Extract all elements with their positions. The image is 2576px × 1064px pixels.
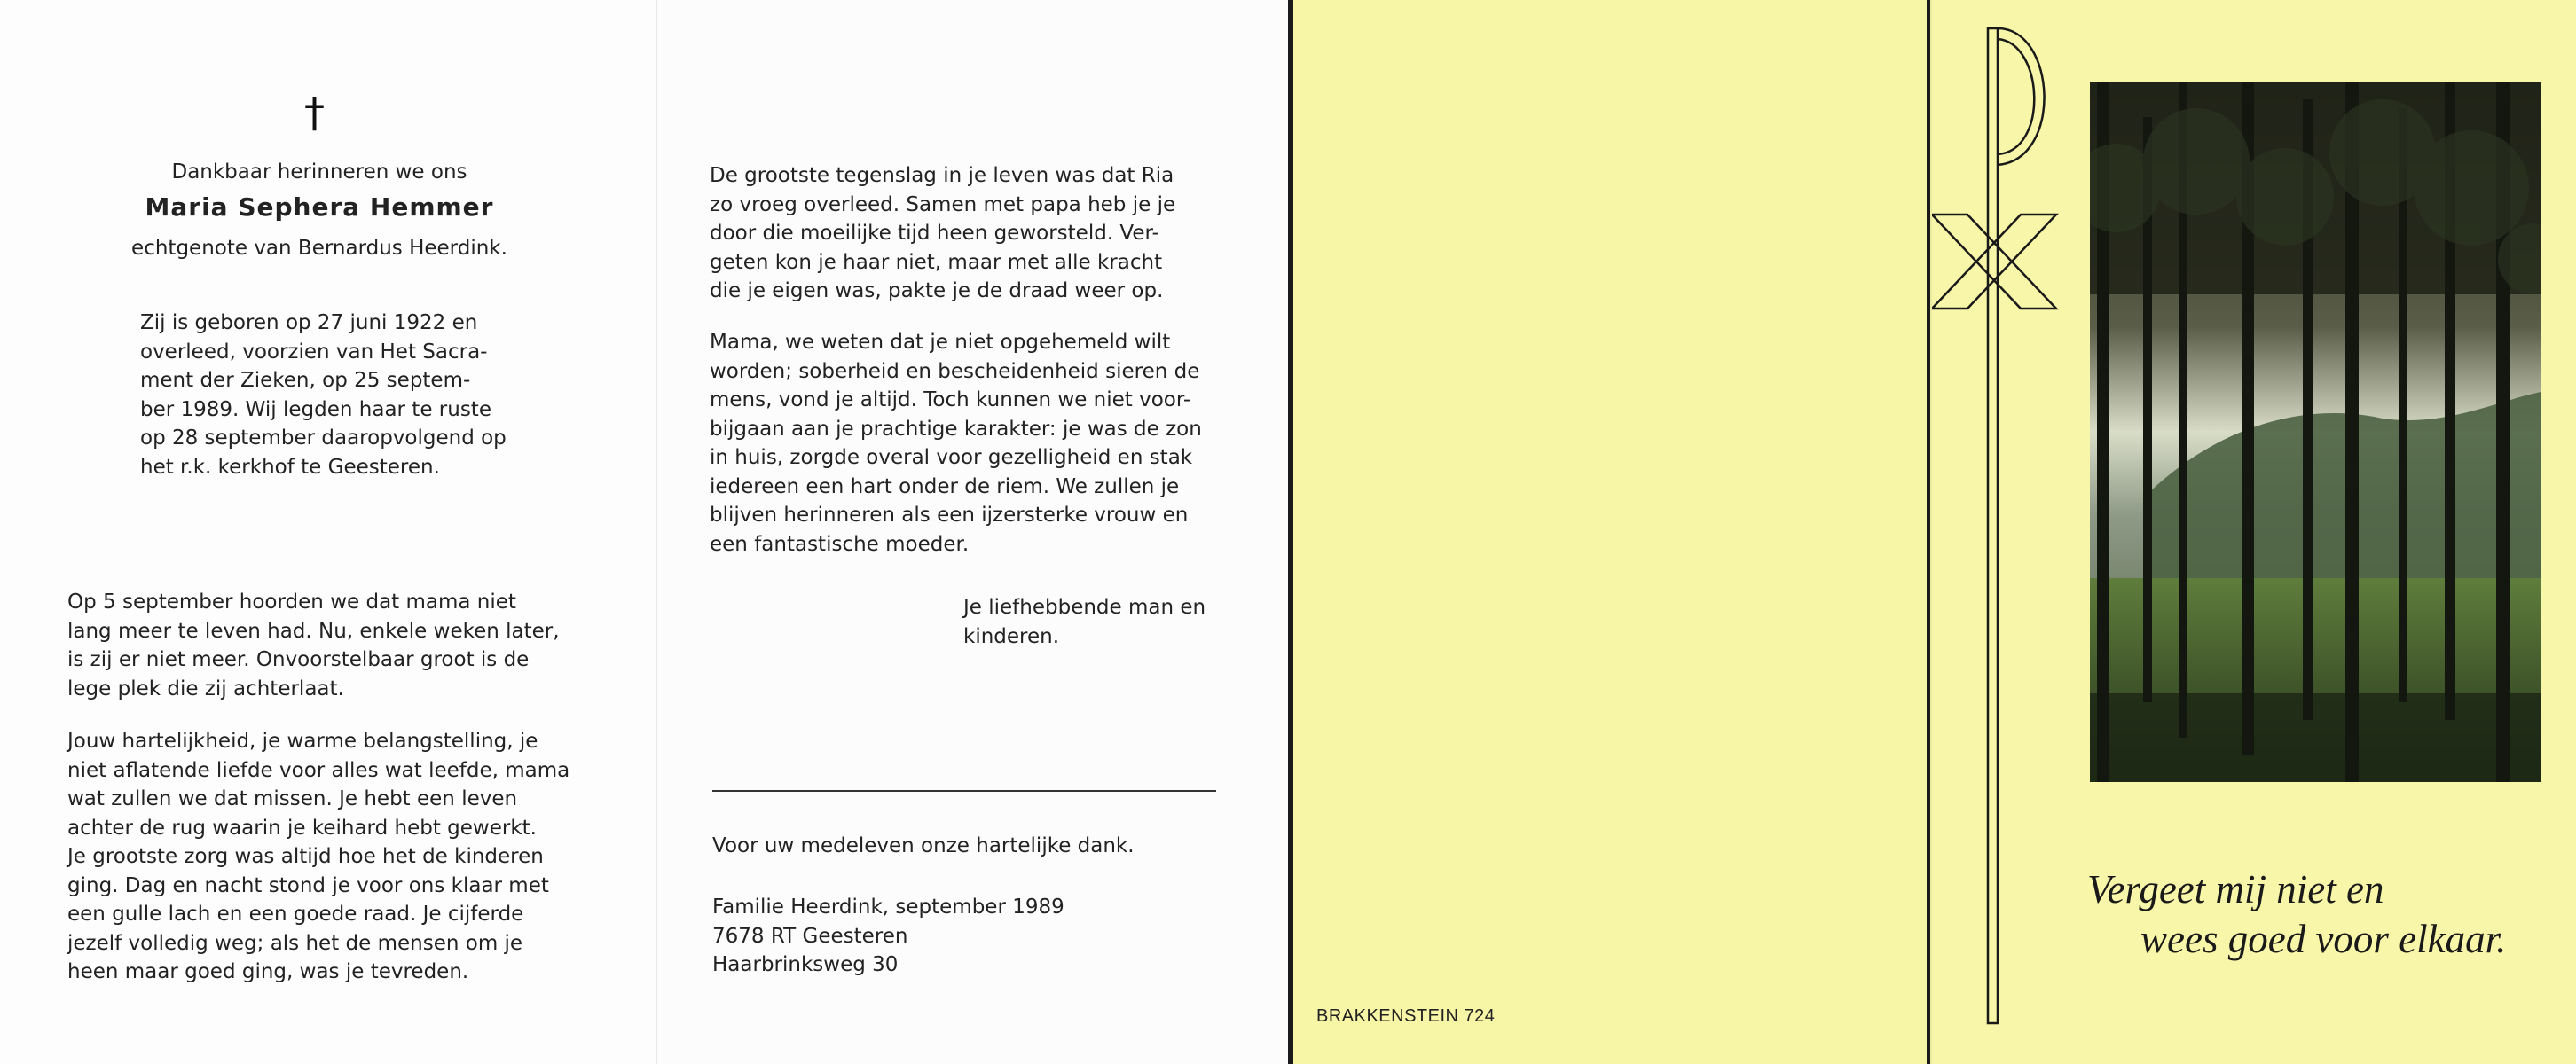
text-line: blijven herinneren als een ijzersterke vrouw en: [710, 504, 1189, 527]
text-line: Je grootste zorg was altijd hoe het de kinderen: [67, 845, 544, 868]
chi-rho-icon: [1932, 0, 2065, 1064]
bio-line: op 28 september daaropvolgend op: [140, 426, 507, 450]
paragraph-news: [67, 588, 560, 703]
text-line: niet aflatende liefde voor alles wat leefde, mama: [67, 758, 570, 782]
cross-icon: †: [304, 89, 325, 137]
inner-left-panel: [0, 0, 656, 1064]
forest-photo: [2090, 82, 2541, 782]
text-line: Mama, we weten dat je niet opgehemeld wilt: [710, 331, 1171, 354]
bio-line: overleed, voorzien van Het Sacra-: [140, 340, 488, 364]
paragraph-warmth: [67, 727, 569, 987]
text-line: bijgaan aan je prachtige karakter: je was de zon: [710, 417, 1202, 441]
text-line: 7678 RT Geesteren: [712, 924, 908, 948]
text-line: lege plek die zij achterlaat.: [67, 677, 344, 700]
paragraph-character: [710, 328, 1202, 559]
text-line: Familie Heerdink, september 1989: [712, 896, 1064, 919]
text-line: worden; soberheid en bescheidenheid sieren de: [710, 359, 1200, 383]
text-line: Op 5 september hoorden we dat mama niet: [67, 591, 516, 614]
text-line: iedereen een hart onder de riem. We zullen je: [710, 474, 1180, 498]
signature: [963, 593, 1206, 651]
text-line: geten kon je haar niet, maar met alle kracht: [710, 250, 1163, 274]
text-line: is zij er niet meer. Onvoorstelbaar groot is de: [67, 648, 530, 671]
text-line: in huis, zorgde overal voor gezelligheid en stak: [710, 446, 1193, 469]
text-line: zo vroeg overleed. Samen met papa heb je je: [710, 192, 1176, 216]
text-line: lang meer te leven had. Nu, enkele weken later,: [67, 619, 560, 643]
bio-line: ment der Zieken, op 25 septem-: [140, 369, 471, 392]
bio-line: Zij is geboren op 27 juni 1922 en: [140, 311, 478, 334]
deceased-name: Maria Sephera Hemmer: [145, 192, 494, 222]
text-line: Haarbrinksweg 30: [712, 953, 899, 976]
text-line: heen maar goed ging, was je tevreden.: [67, 960, 469, 983]
bio-line: ber 1989. Wij legden haar te ruste: [140, 397, 491, 421]
paragraph-ria: [710, 161, 1175, 306]
divider: [712, 790, 1216, 792]
text-line: die je eigen was, pakte je de draad weer op.: [710, 279, 1164, 302]
text-line: De grootste tegenslag in je leven was dat Ria: [710, 164, 1174, 187]
text-line: door die moeilijke tijd heen geworsteld. Ver-: [710, 222, 1159, 245]
text-line: een fantastische moeder.: [710, 532, 970, 556]
thanks-text: Voor uw medeleven onze hartelijke dank.: [712, 834, 1135, 857]
biography: [140, 309, 507, 481]
text-line: een gulle lach en een goede raad. Je cijferde: [67, 903, 524, 926]
spouse-text: echtgenote van Bernardus Heerdink.: [131, 237, 507, 260]
text-line: kinderen.: [963, 624, 1060, 648]
text-line: Jouw hartelijkheid, je warme belangstelling, je: [67, 730, 538, 753]
family-address: [712, 893, 1064, 980]
text-line: achter de rug waarin je keihard hebt gewerkt.: [67, 816, 537, 840]
text-line: Je liefhebbende man en: [963, 596, 1206, 619]
publisher-code: BRAKKENSTEIN 724: [1316, 1006, 1496, 1026]
text-line: jezelf volledig weg; als het de mensen om je: [67, 931, 523, 955]
text-line: ging. Dag en nacht stond je voor ons klaar met: [67, 873, 549, 897]
bio-line: het r.k. kerkhof te Geesteren.: [140, 455, 440, 479]
verse-line-1: Vergeet mij niet en: [2087, 867, 2384, 911]
verse-line-2: wees goed voor elkaar.: [2140, 917, 2507, 961]
back-cover: [1293, 0, 1927, 1064]
inner-right-panel: [656, 0, 1288, 1064]
text-line: wat zullen we dat missen. Je hebt een leven: [67, 787, 518, 810]
intro-text: Dankbaar herinneren we ons: [171, 160, 467, 184]
text-line: mens, vond je altijd. Toch kunnen we niet voor-: [710, 388, 1191, 411]
